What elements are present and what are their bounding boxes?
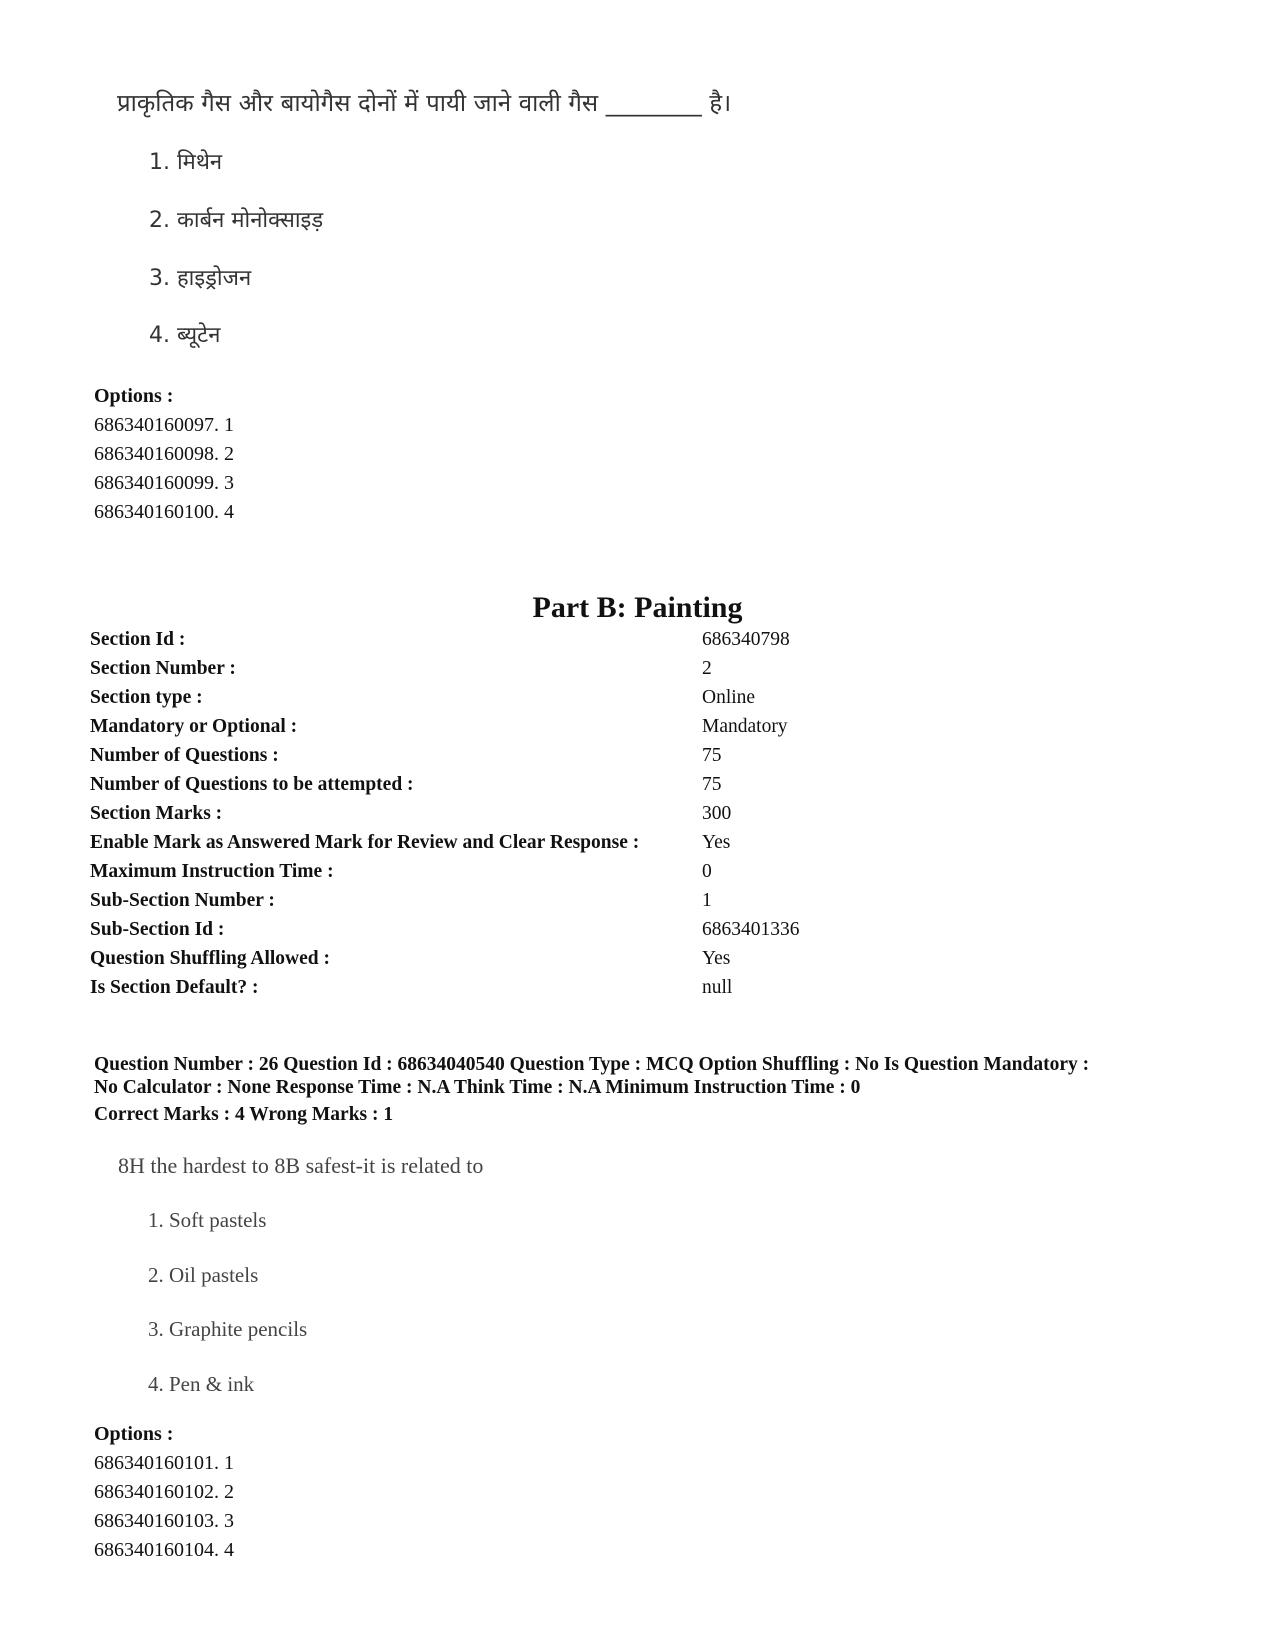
section-value-sub-section-id: 6863401336 — [702, 919, 800, 940]
question-1-choice-3: 3. हाइड्रोजन — [149, 266, 252, 291]
question-1-choice-1: 1. मिथेन — [149, 150, 223, 175]
section-value-section-type: Online — [702, 687, 756, 708]
section-label-sub-section-id: Sub-Section Id : — [90, 919, 225, 940]
question-2-choice-4: 4. Pen & ink — [148, 1372, 255, 1396]
section-label-question-shuffling: Question Shuffling Allowed : — [90, 948, 331, 969]
section-value-number-of-questions: 75 — [702, 745, 722, 766]
section-label-sub-section-number: Sub-Section Number : — [90, 890, 275, 911]
section-label-is-section-default: Is Section Default? : — [90, 977, 259, 998]
section-label-questions-to-attempt: Number of Questions to be attempted : — [90, 774, 414, 795]
part-title: Part B: Painting — [532, 591, 743, 624]
question-2-meta-line-3: Correct Marks : 4 Wrong Marks : 1 — [94, 1104, 394, 1125]
section-value-section-id: 686340798 — [702, 629, 790, 650]
question-2-option-id-4: 686340160104. 4 — [94, 1539, 234, 1561]
question-1-choice-4: 4. ब्यूटेन — [149, 323, 221, 348]
question-1-choice-2: 2. कार्बन मोनोक्साइड़ — [149, 208, 324, 233]
question-2-option-id-2: 686340160102. 2 — [94, 1481, 234, 1503]
section-value-sub-section-number: 1 — [702, 890, 712, 911]
section-value-section-number: 2 — [702, 658, 712, 679]
section-value-mandatory: Mandatory — [702, 716, 788, 737]
question-1-stem: प्राकृतिक गैस और बायोगैस दोनों में पायी जाने वाली गैस ________ है। — [117, 89, 732, 117]
section-label-enable-mark: Enable Mark as Answered Mark for Review and Clear Response : — [90, 832, 640, 853]
section-value-questions-to-attempt: 75 — [702, 774, 722, 795]
section-value-enable-mark: Yes — [702, 832, 731, 853]
section-label-section-id: Section Id : — [90, 629, 186, 650]
section-label-section-marks: Section Marks : — [90, 803, 223, 824]
section-label-mandatory: Mandatory or Optional : — [90, 716, 298, 737]
section-label-section-number: Section Number : — [90, 658, 236, 679]
section-value-is-section-default: null — [702, 977, 733, 998]
section-value-section-marks: 300 — [702, 803, 732, 824]
question-2-stem: 8H the hardest to 8B safest-it is related to — [118, 1153, 484, 1178]
question-1-option-id-4: 686340160100. 4 — [94, 501, 234, 523]
section-label-max-instruction-time: Maximum Instruction Time : — [90, 861, 334, 882]
question-1-options-heading: Options : — [94, 385, 174, 407]
question-2-choice-1: 1. Soft pastels — [148, 1208, 267, 1232]
section-value-max-instruction-time: 0 — [702, 861, 712, 882]
question-2-options-heading: Options : — [94, 1423, 174, 1445]
question-1-option-id-3: 686340160099. 3 — [94, 472, 234, 494]
question-1-option-id-1: 686340160097. 1 — [94, 414, 234, 436]
question-2-option-id-1: 686340160101. 1 — [94, 1452, 234, 1474]
section-label-section-type: Section type : — [90, 687, 203, 708]
section-value-question-shuffling: Yes — [702, 948, 731, 969]
question-2-choice-2: 2. Oil pastels — [148, 1263, 259, 1287]
question-2-choice-3: 3. Graphite pencils — [148, 1317, 308, 1341]
question-2-option-id-3: 686340160103. 3 — [94, 1510, 234, 1532]
question-2-meta-line-2: No Calculator : None Response Time : N.A Think Time : N.A Minimum Instruction Time : 0 — [94, 1077, 861, 1098]
section-label-number-of-questions: Number of Questions : — [90, 745, 279, 766]
question-2-meta-line-1: Question Number : 26 Question Id : 68634040540 Question Type : MCQ Option Shuffling : No Is Question Mandatory : — [94, 1054, 1090, 1075]
question-1-option-id-2: 686340160098. 2 — [94, 443, 234, 465]
